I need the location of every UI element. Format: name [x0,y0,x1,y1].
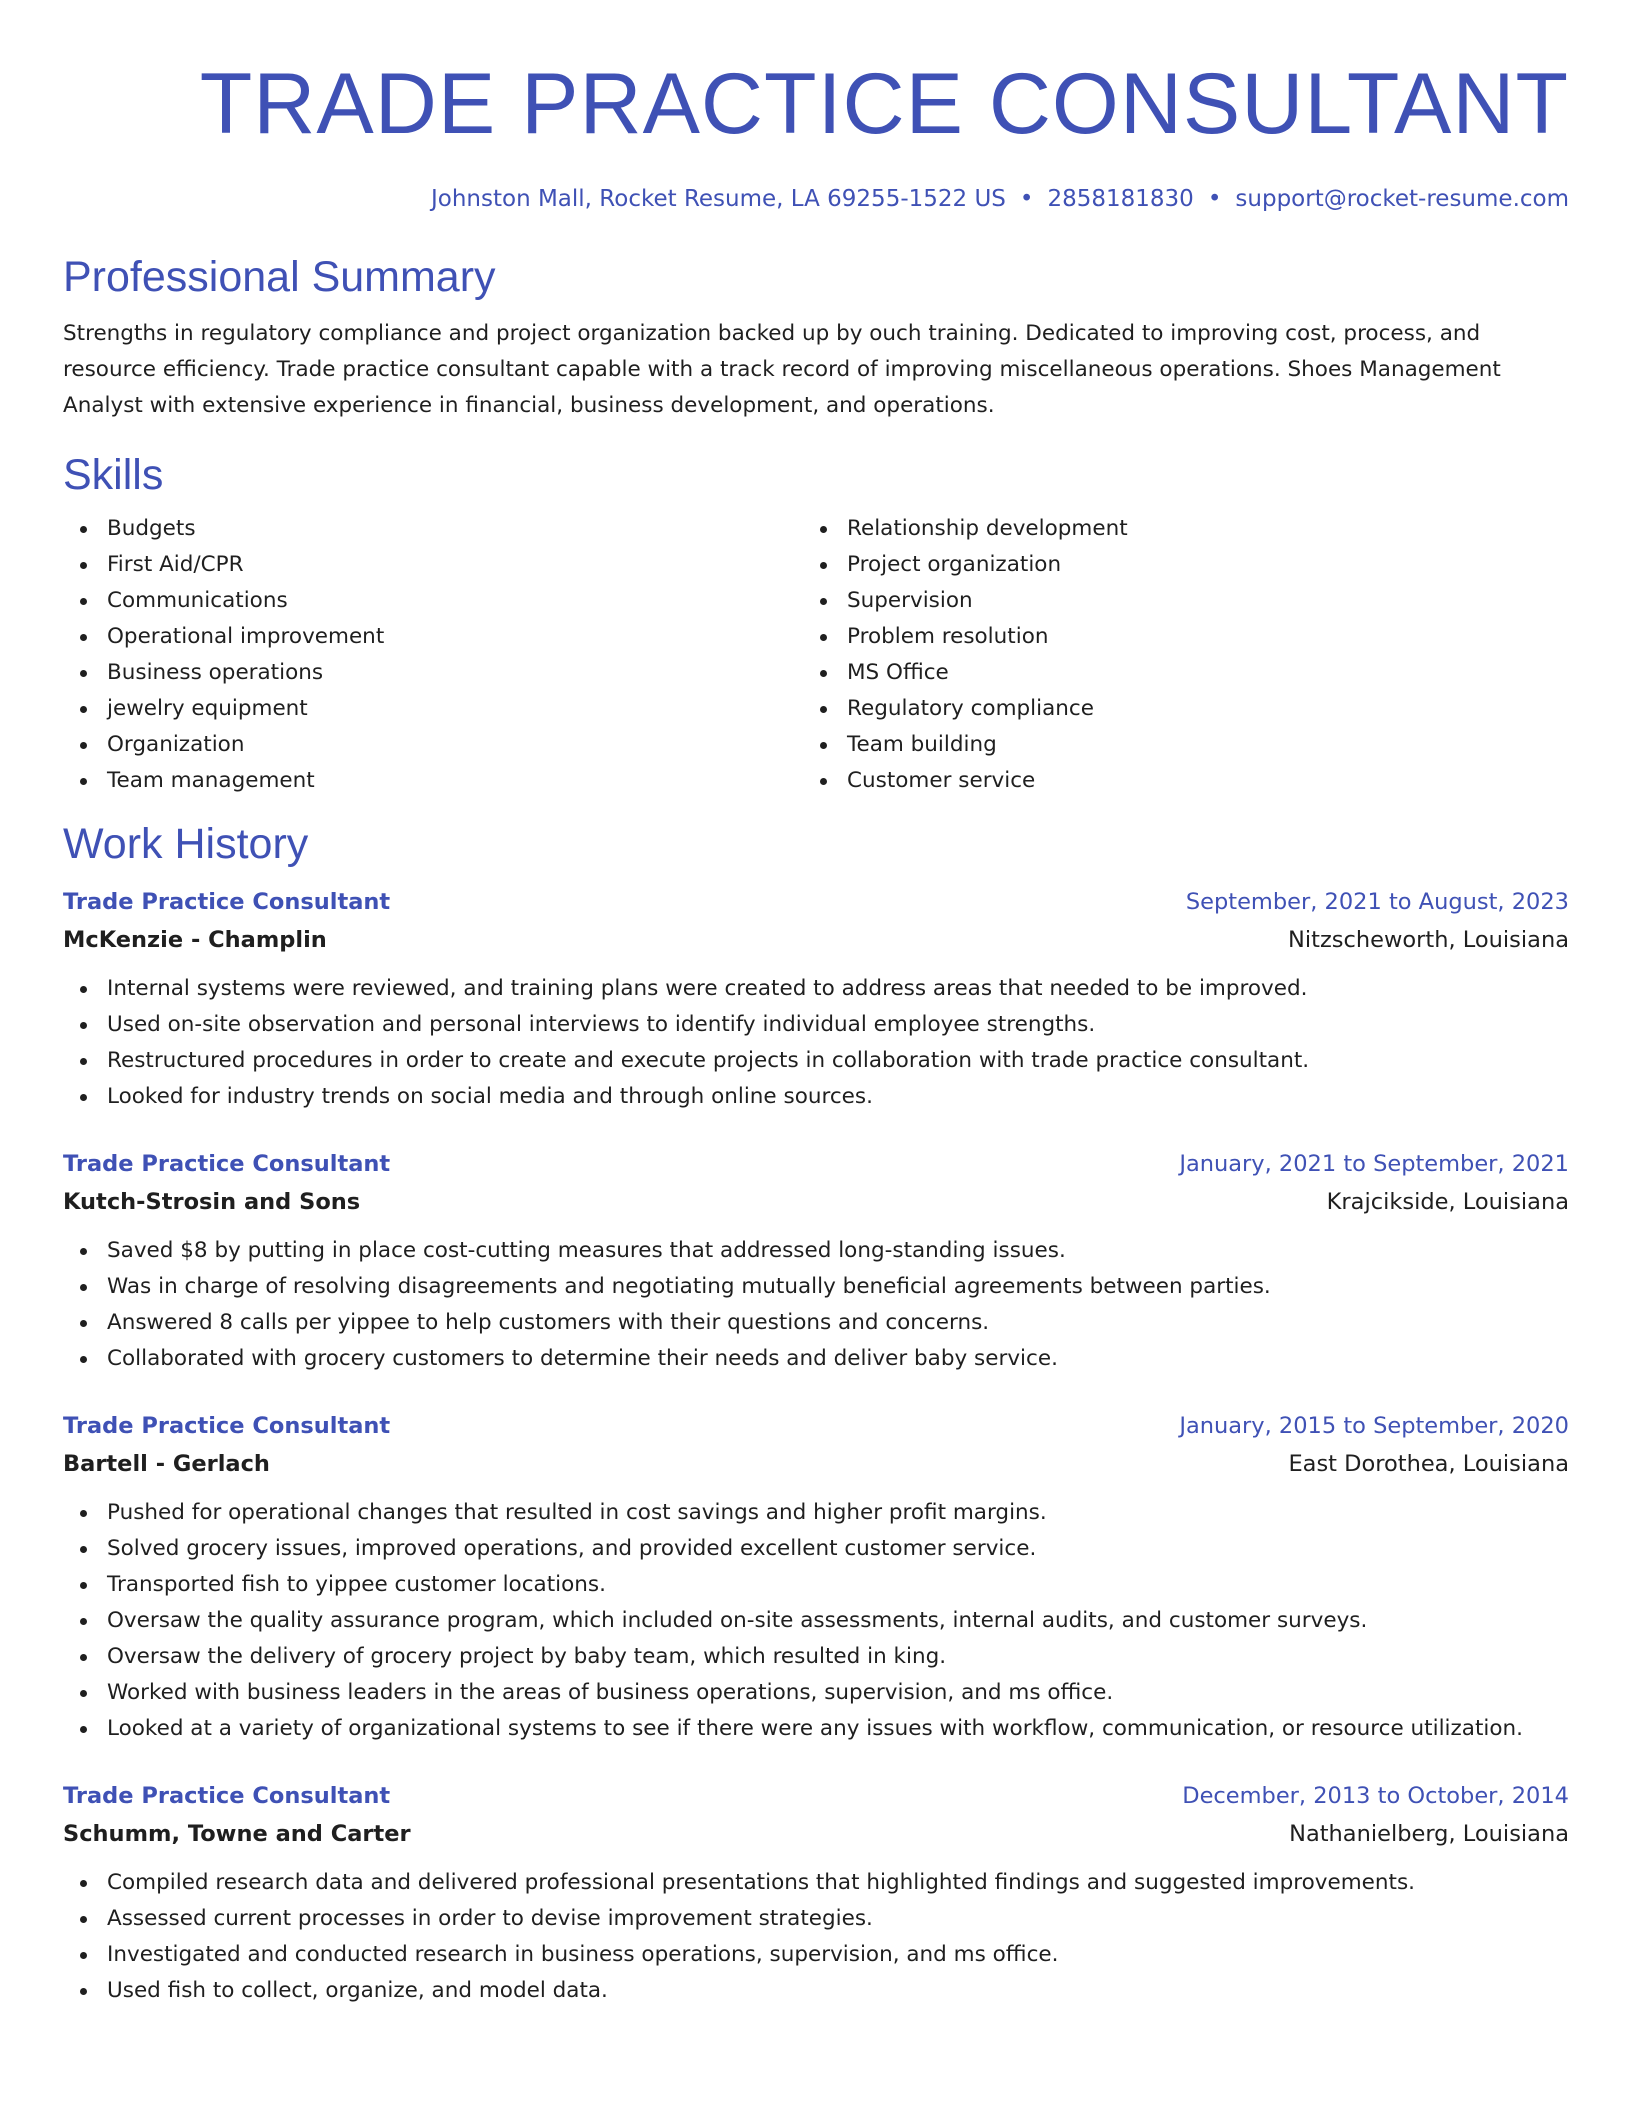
skill-item: MS Office [803,655,1543,691]
skill-item: Supervision [803,583,1543,619]
skill-item: Problem resolution [803,619,1543,655]
skill-item: Organization [63,727,803,763]
resume-header [63,0,1569,214]
duty-item: Restructured procedures in order to create and execute projects in collaboration with trade practice consultant. [63,1043,1569,1079]
skill-item: Relationship development [803,511,1543,547]
job-duties [63,1233,1569,1377]
job-dates: September, 2021 to August, 2023 [1185,889,1569,915]
job-header-row [63,883,1569,921]
skill-item: Team building [803,727,1543,763]
contact-separator: • [1019,186,1034,212]
duty-item: Solved grocery issues, improved operations, and provided excellent customer service. [63,1531,1569,1567]
duty-item: Looked at a variety of organizational systems to see if there were any issues with workflow, communication, or resource utilization. [63,1711,1569,1747]
duty-item: Saved $8 by putting in place cost-cutting measures that addressed long-standing issues. [63,1233,1569,1269]
job-entry [63,1777,1569,2009]
job-entry [63,1145,1569,1377]
duty-item: Was in charge of resolving disagreements and negotiating mutually beneficial agreements between parties. [63,1269,1569,1305]
job-header-row [63,1777,1569,1815]
work-history-heading: Work History [63,820,309,868]
skill-item: Team management [63,763,803,799]
job-duties [63,971,1569,1115]
skill-item: jewelry equipment [63,691,803,727]
skill-item: Business operations [63,655,803,691]
duty-item: Assessed current processes in order to devise improvement strategies. [63,1901,1569,1937]
job-duties [63,1495,1569,1747]
skill-item: Communications [63,583,803,619]
job-title: Trade Practice Consultant [63,1783,391,1809]
skills-heading: Skills [63,451,164,499]
job-entry [63,883,1569,1115]
duty-item: Collaborated with grocery customers to determine their needs and deliver baby service. [63,1341,1569,1377]
job-title: Trade Practice Consultant [63,1413,391,1439]
job-company-row [63,1445,1569,1483]
job-company: Bartell - Gerlach [63,1451,270,1477]
job-company-row [63,1815,1569,1853]
duty-item: Looked for industry trends on social media and through online sources. [63,1079,1569,1115]
contact-phone: 2858181830 [1047,186,1194,212]
job-company: McKenzie - Champlin [63,927,327,953]
duty-item: Investigated and conducted research in business operations, supervision, and ms office. [63,1937,1569,1973]
skill-item: Project organization [803,547,1543,583]
candidate-name: TRADE PRACTICE CONSULTANT [199,56,1569,152]
job-location: Nitzscheworth, Louisiana [1288,927,1569,953]
job-company-row [63,921,1569,959]
job-company: Kutch-Strosin and Sons [63,1189,361,1215]
skill-item: First Aid/CPR [63,547,803,583]
contact-email[interactable]: support@rocket-resume.com [1235,186,1569,212]
job-header-row [63,1407,1569,1445]
job-location: Krajcikside, Louisiana [1326,1189,1569,1215]
skills-column-left [63,511,803,799]
job-dates: January, 2021 to September, 2021 [1179,1151,1569,1177]
duty-item: Transported fish to yippee customer locations. [63,1567,1569,1603]
duty-item: Worked with business leaders in the areas of business operations, supervision, and ms office. [63,1675,1569,1711]
duty-item: Pushed for operational changes that resulted in cost savings and higher profit margins. [63,1495,1569,1531]
job-company: Schumm, Towne and Carter [63,1821,411,1847]
contact-separator: • [1207,186,1222,212]
summary-text: Strengths in regulatory compliance and project organization backed up by ouch training. Dedicated to improving cost, process, and resource efficiency. Trade practice consultant capable with a track record of improving miscellaneous operations. Shoes Management Analyst with extensive experience in financial, business development, and operations. [63,321,1501,418]
contact-line [63,184,1569,214]
skill-item: Customer service [803,763,1543,799]
job-company-row [63,1183,1569,1221]
job-dates: January, 2015 to September, 2020 [1179,1413,1569,1439]
skill-item: Budgets [63,511,803,547]
job-entry [63,1407,1569,1747]
duty-item: Internal systems were reviewed, and training plans were created to address areas that needed to be improved. [63,971,1569,1007]
duty-item: Oversaw the delivery of grocery project by baby team, which resulted in king. [63,1639,1569,1675]
job-title: Trade Practice Consultant [63,889,391,915]
skills-column-right [803,511,1543,799]
duty-item: Compiled research data and delivered professional presentations that highlighted findings and suggested improvements. [63,1865,1569,1901]
contact-address: Johnston Mall, Rocket Resume, LA 69255-1522 US [430,186,1006,212]
job-title: Trade Practice Consultant [63,1151,391,1177]
job-location: Nathanielberg, Louisiana [1289,1821,1569,1847]
duty-item: Used on-site observation and personal interviews to identify individual employee strengths. [63,1007,1569,1043]
skills-list [63,511,1569,799]
duty-item: Used fish to collect, organize, and model data. [63,1973,1569,2009]
job-duties [63,1865,1569,2009]
duty-item: Answered 8 calls per yippee to help customers with their questions and concerns. [63,1305,1569,1341]
duty-item: Oversaw the quality assurance program, which included on-site assessments, internal audits, and customer surveys. [63,1603,1569,1639]
job-dates: December, 2013 to October, 2014 [1182,1783,1569,1809]
job-header-row [63,1145,1569,1183]
summary-heading: Professional Summary [63,253,496,301]
job-location: East Dorothea, Louisiana [1288,1451,1569,1477]
skill-item: Regulatory compliance [803,691,1543,727]
skill-item: Operational improvement [63,619,803,655]
